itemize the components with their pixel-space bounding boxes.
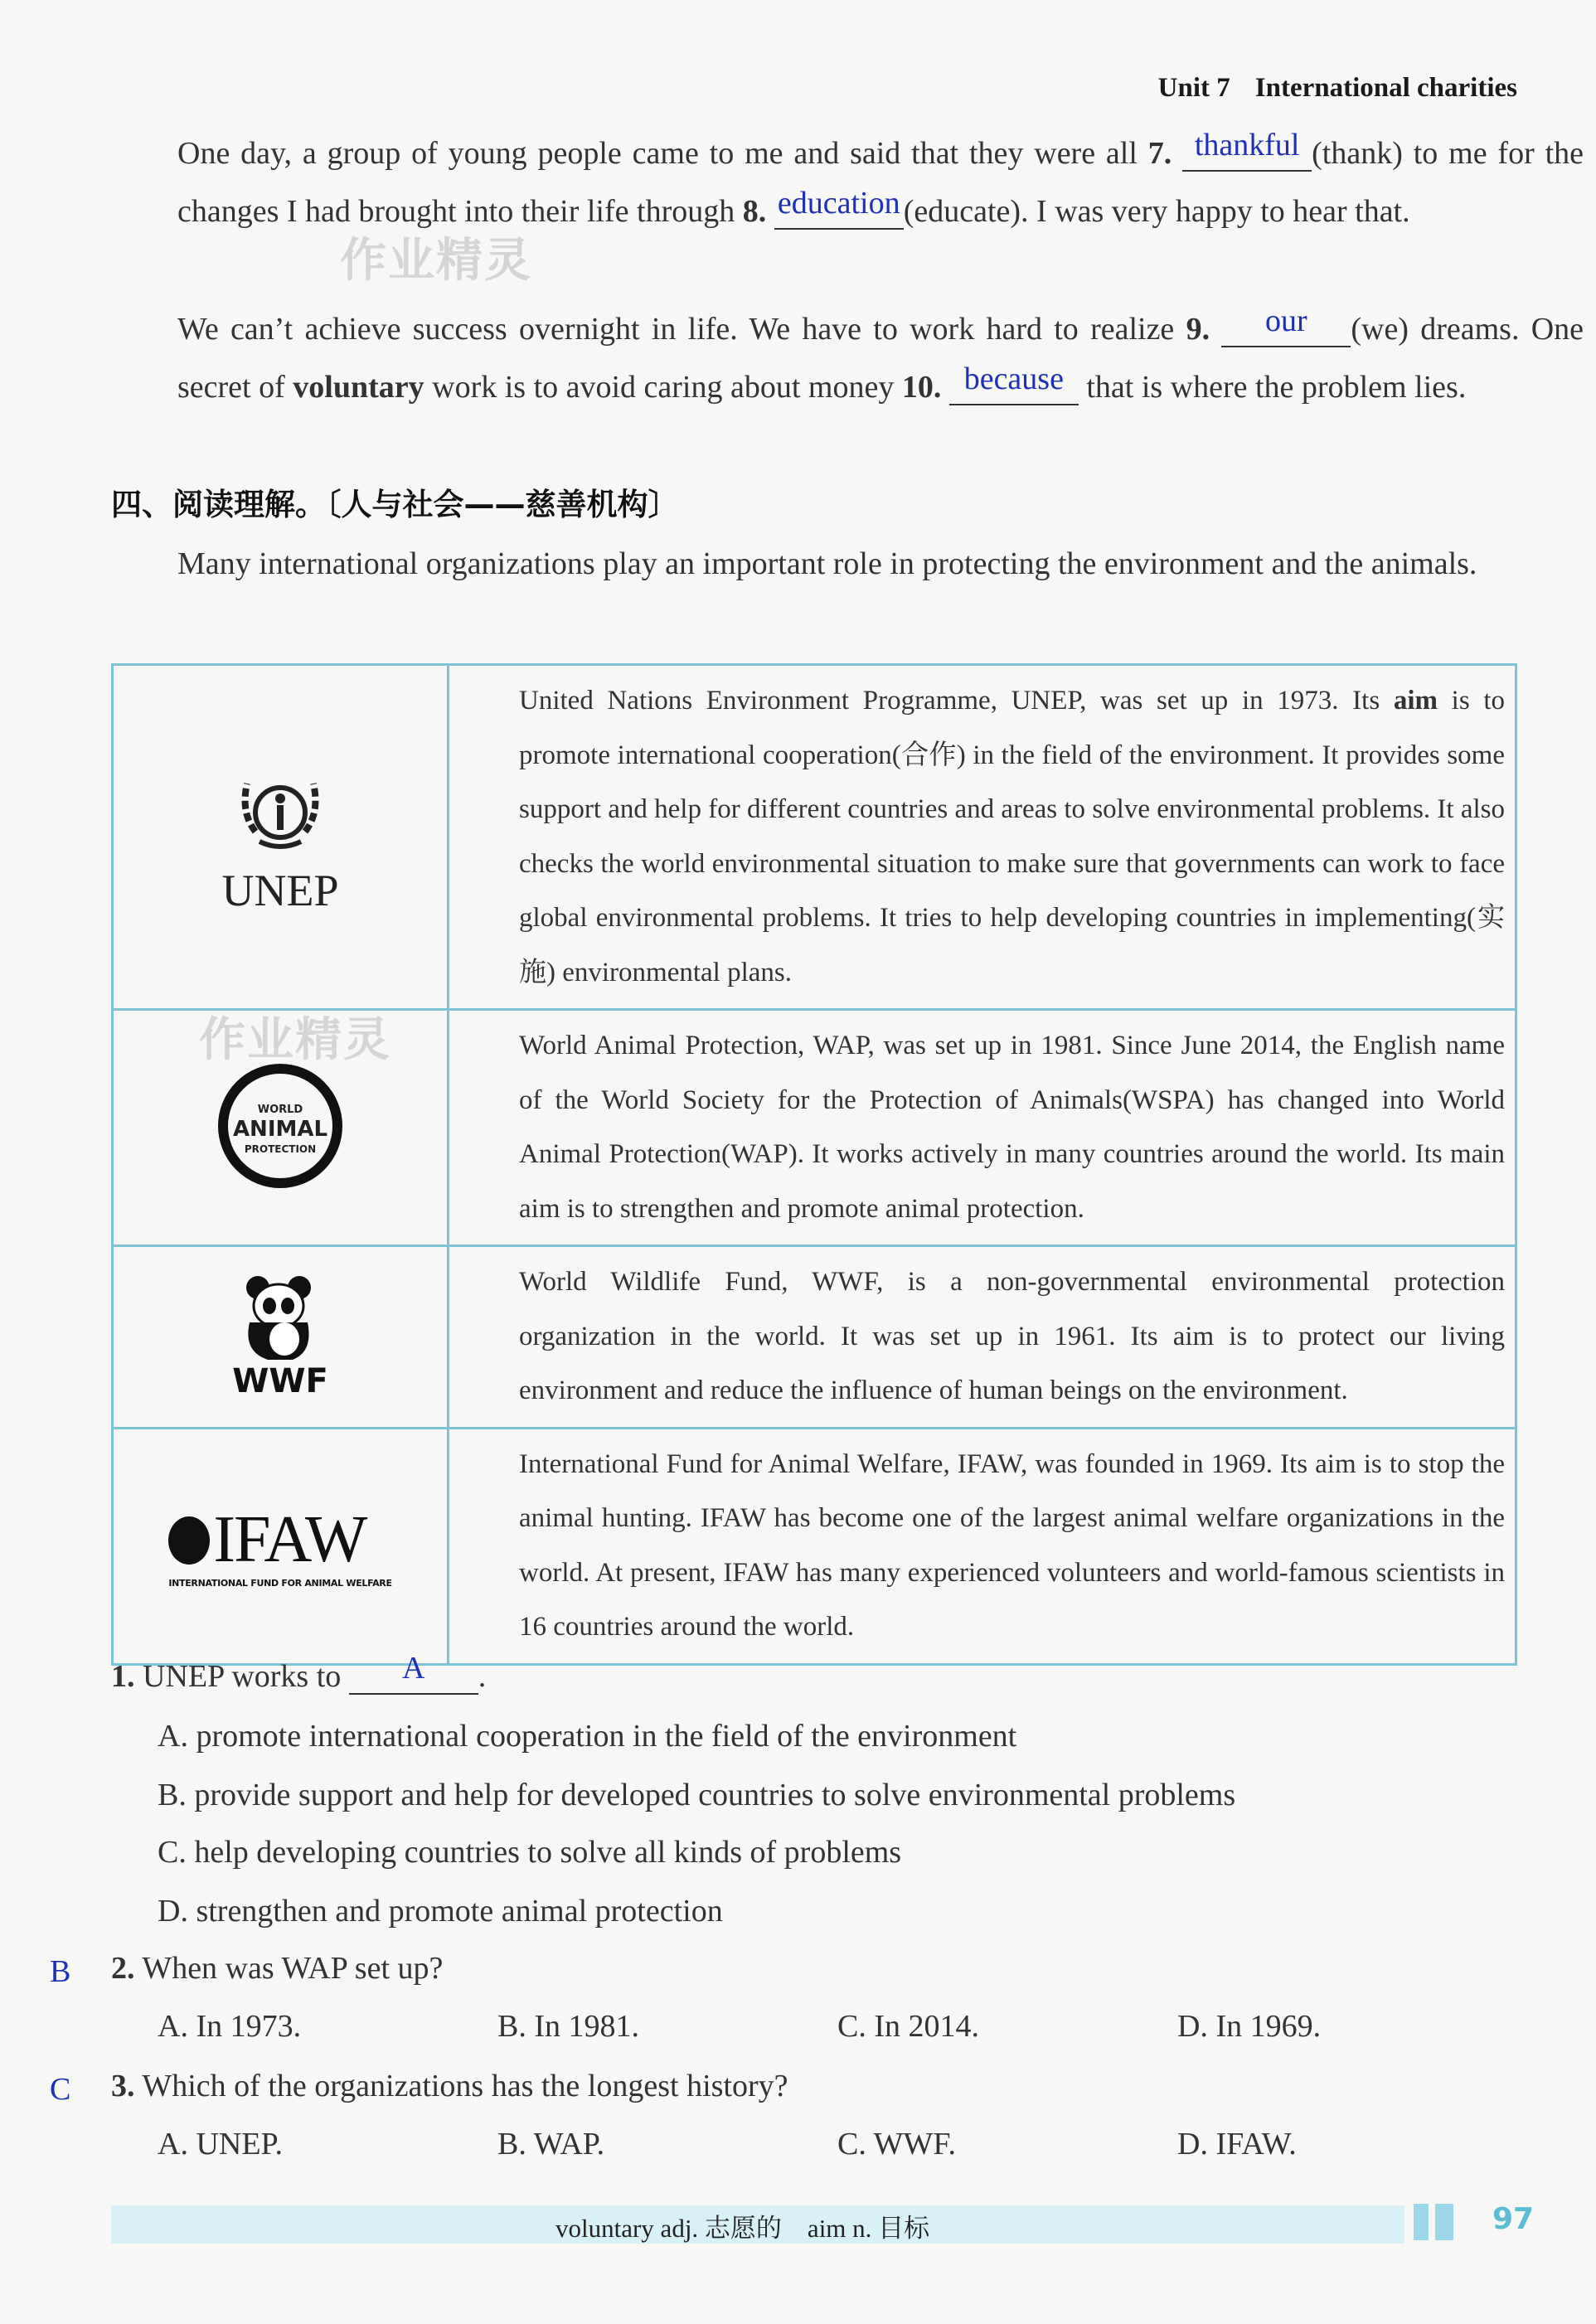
answer-q3: C [50,2072,71,2107]
org-row-wwf [113,1246,1516,1429]
unep-logo-cell [113,665,449,1010]
org-row-unep [113,665,1516,1010]
passage-paragraph-1 [111,124,1584,240]
wap-description: World Animal Protection, WAP, was set up in 1981. Since June 2014, the English name of the World Society for the Protection of Animals(WSPA) has changed into World Animal Protection(WAP). It works actively in many countries around the world. Its main aim is to strengthen and promote animal protection. [449,1010,1516,1246]
q3-option-d[interactable]: D. IFAW. [1177,2127,1297,2161]
unit-title: International charities [1254,73,1517,103]
wap-circle-icon: WORLD ANIMAL PROTECTION [218,1064,342,1188]
unep-laurel-icon [197,759,363,866]
answer-9: our [1265,303,1307,338]
question-3: 3. Which of the organizations has the longest history? [111,2069,788,2103]
organizations-table [111,663,1517,1666]
bold-word: voluntary [293,370,424,405]
q1-option-b[interactable]: B. provide support and help for developed countries to solve environmental problems [158,1778,1236,1812]
wwf-logo-cell [113,1246,449,1429]
passage-paragraph-2 [111,300,1584,416]
passage-text: (we) dreams. One secret of [177,312,1584,405]
answer-blank-7[interactable] [1182,128,1312,172]
q2-option-d[interactable]: D. In 1969. [1177,2009,1322,2044]
footer-decoration [1414,2204,1460,2240]
passage-text: (educate). I was very happy to hear that. [903,194,1410,229]
passage-text: work is to avoid caring about money [432,370,895,405]
org-row-ifaw [113,1428,1516,1664]
q3-option-b[interactable]: B. WAP. [497,2127,605,2161]
q1-option-d[interactable]: D. strengthen and promote animal protection [158,1894,723,1929]
footer-vocabulary: voluntary adj. 志愿的 aim n. 目标 [555,2214,930,2243]
wwf-description: World Wildlife Fund, WWF, is a non-governmental environmental protection organization in the world. It was set up in 1961. Its aim is to protect our living environment and reduce the influence of human beings on the environment. [449,1246,1516,1429]
blank-number-8: 8. [742,194,767,229]
panda-icon [235,1273,326,1364]
section-title: 四、阅读理解。〔人与社会——慈善机构〕 [111,487,679,522]
unep-logo-text: UNEP [221,865,339,915]
q2-option-c[interactable]: C. In 2014. [837,2009,979,2044]
q2-option-a[interactable]: A. In 1973. [158,2009,302,2044]
ifaw-logo-text: IFAW [213,1503,366,1576]
unep-description: United Nations Environment Programme, UNEP, was set up in 1973. Its aim is to promote international cooperation(合作) in the field of the environment. It provides some support and help for different countries and areas to solve environmental problems. It also checks the world environmental situation to make sure that governments can work to face global environmental problems. It tries to help developing countries in implementing(实施) environmental plans. [449,665,1516,1010]
q3-option-c[interactable]: C. WWF. [837,2127,956,2161]
watermark: 作业精灵 [340,234,532,288]
ifaw-description: International Fund for Animal Welfare, IFAW, was founded in 1969. Its aim is to stop the animal hunting. IFAW has become one of the largest animal welfare organizations in the world. At present, IFAW has many experienced volunteers and world-famous scientists in 16 countries around the world. [449,1428,1516,1664]
ifaw-logo-cell [113,1428,449,1664]
unit-label: Unit 7 [1157,73,1230,103]
answer-8: education [777,186,900,221]
answer-q1: A [402,1651,425,1686]
question-1: 1. UNEP works to A . [111,1651,487,1694]
answer-7: thankful [1194,128,1300,163]
passage-text: (thank) to me for the changes I had brought into their life through [177,136,1584,229]
q3-option-a[interactable]: A. UNEP. [158,2127,283,2161]
ifaw-logo-subtitle: INTERNATIONAL FUND FOR ANIMAL WELFARE [168,1578,392,1589]
ifaw-globe-icon [168,1516,210,1565]
page-header [1158,73,1517,104]
page-number: 97 [1492,2202,1535,2236]
answer-10: because [963,361,1064,396]
q2-option-b[interactable]: B. In 1981. [497,2009,639,2044]
q1-option-c[interactable]: C. help developing countries to solve all kinds of problems [158,1835,902,1870]
answer-blank-10[interactable] [949,361,1079,405]
answer-q2: B [50,1954,71,1989]
blank-number-9: 9. [1186,312,1210,347]
wwf-logo-text: WWF [232,1362,328,1401]
blank-number-10: 10. [901,370,942,405]
watermark: 作业精灵 [199,1013,391,1067]
blank-number-7: 7. [1147,136,1172,171]
passage-text: that is where the problem lies. [1086,370,1467,405]
passage-text: We can’t achieve success overnight in life. We have to work hard to realize [177,312,1175,347]
passage-text: One day, a group of young people came to me and said that they were all [177,136,1138,171]
question-2: 2. When was WAP set up? [111,1951,444,1986]
answer-blank-8[interactable] [774,186,904,230]
reading-intro: Many international organizations play an important role in protecting the environment and the animals. [177,546,1477,581]
answer-blank-9[interactable] [1221,303,1351,347]
answer-blank-q1[interactable] [349,1651,478,1695]
q1-option-a[interactable]: A. promote international cooperation in the field of the environment [158,1719,1017,1754]
